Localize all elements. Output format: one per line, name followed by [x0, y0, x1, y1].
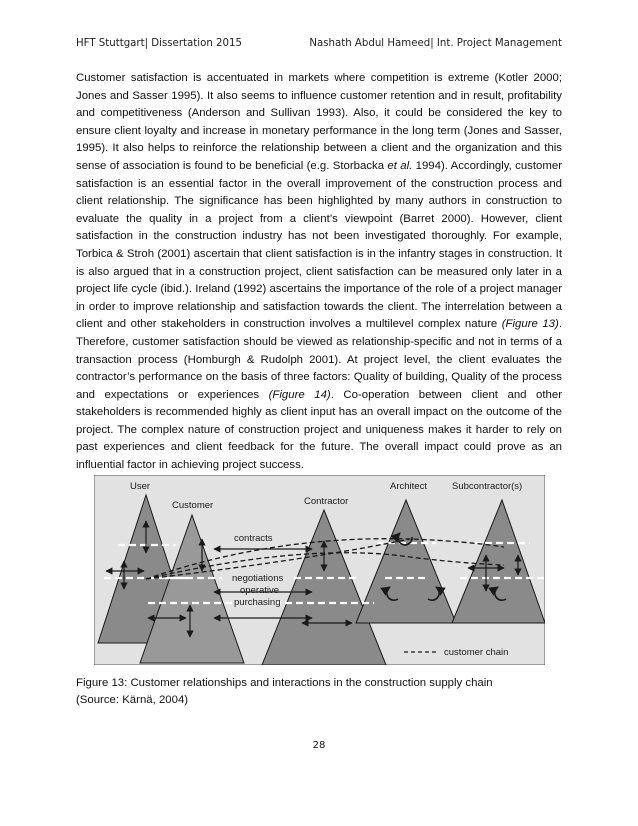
figure-13-diagram: [94, 475, 545, 665]
label-user: User: [130, 481, 151, 492]
page-number: 28: [312, 740, 326, 751]
label-contractor: Contractor: [304, 496, 349, 507]
label-customer: Customer: [172, 500, 214, 511]
caption-line-1: Figure 13: Customer relationships and interactions in the construction supply chain: [76, 677, 493, 689]
figure-caption: [76, 675, 562, 709]
paragraph-part-2: 1994). Accordingly, customer satisfaction is an essential factor in the overall improvement of the construction process and client relationship. The significance has been highlighted by many authors in construction to evaluate the quality in a project from a client’s viewpoint (Barret 2000). However, client satisfaction in the construction industry has not been investigated thoroughly. For example, Torbica & Stroh (2001) ascertain that client satisfaction is in the infantry stages in construction. It is also argued that in a construction project, client satisfaction can be measured only later in a project life cycle (ibid.). Ireland (1992) ascertains the importance of the role of a project manager in order to improve relationship and satisfaction towards the client. The interrelation between a client and other stakeholders in construction involves a multilevel complex nature: [76, 159, 562, 331]
body-paragraph: [76, 70, 562, 475]
label-contracts: contracts: [234, 533, 273, 544]
page-header: [76, 38, 562, 52]
label-architect: Architect: [390, 481, 427, 492]
figure-14-reference: (Figure 14): [268, 388, 331, 401]
label-subcontractor: Subcontractor(s): [452, 481, 523, 492]
header-left: HFT Stuttgart| Dissertation 2015: [76, 38, 242, 49]
paragraph-part-3: . Therefore, customer satisfaction should be viewed as relationship-specific and not in terms of a transaction process (Homburgh & Rudolph 2001). At project level, the client evaluates the contractor’s performance on the basis of three factors: Quality of building, Quality of the process and expectations or experiences: [76, 318, 562, 401]
supply-chain-diagram: [94, 475, 545, 665]
label-purchasing: purchasing: [234, 597, 281, 608]
caption-line-2: (Source: Kärnä, 2004): [76, 694, 189, 706]
label-operative: operative: [240, 585, 280, 596]
citation-et-al: et al.: [387, 159, 413, 172]
label-negotiations: negotiations: [232, 573, 284, 584]
paragraph-part-1: Customer satisfaction is accentuated in markets where competition is extreme (Kotler 2000; Jones and Sasser 1995). It also seems to influence customer retention and in result, profitability and competitiveness (Anderson and Sullivan 1993). Also, it could be considered the key to ensure client loyalty and increase in monetary performance in the long term (Jones and Sasser, 1995). It also helps to reinforce the relationship between a client and the organization and this sense of association is found to be beneficial (e.g. Storbacka: [76, 72, 562, 172]
header-right: Nashath Abdul Hameed| Int. Project Management: [309, 38, 562, 49]
figure-13-reference: (Figure 13): [501, 318, 559, 331]
label-customer-chain: customer chain: [444, 647, 509, 658]
paragraph-part-4: . Co-operation between client and other stakeholders is recommended highly as client input has an overall impact on the outcome of the project. The complex nature of construction project and uniqueness makes it harder to rely on past experiences and client feedback for the future. The overall impact could prove as an influential factor in achieving project success.: [76, 388, 562, 472]
